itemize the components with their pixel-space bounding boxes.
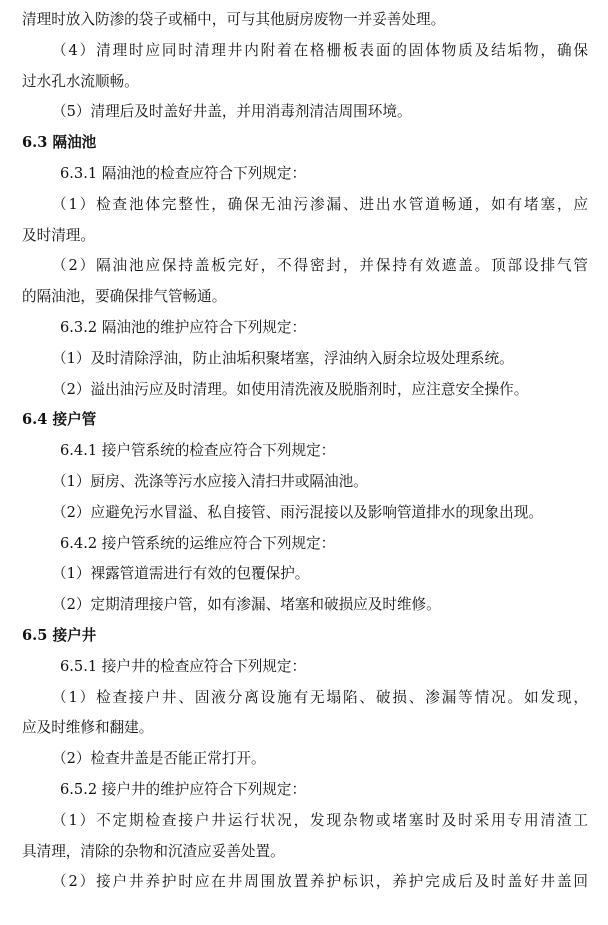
list-item-line: （4）清理时应同时清理井内附着在格栅板表面的固体物质及结垢物，确保	[52, 41, 588, 59]
continuation-line: 应及时维修和翻建。	[22, 719, 154, 737]
continuation-line: 过水孔水流顺畅。	[22, 72, 139, 90]
list-item-line: （2）隔油池应保持盖板完好，不得密封，并保持有效遮盖。顶部设排气管	[52, 257, 588, 275]
list-item-line: （2）检查井盖是否能正常打开。	[52, 750, 266, 768]
continuation-line: 具清理，清除的杂物和沉渣应妥善处置。	[22, 842, 285, 860]
list-item-line: （2）接户井养护时应在井周围放置养护标识，养护完成后及时盖好井盖回	[52, 873, 588, 891]
continuation-line: 及时清理。	[22, 226, 95, 244]
list-item-line: （1）厨房、洗涤等污水应接入清扫井或隔油池。	[52, 472, 368, 490]
list-item-line: （2）定期清理接户管，如有渗漏、堵塞和破损应及时维修。	[52, 596, 441, 614]
continuation-line: 的隔油池，要确保排气管畅通。	[22, 288, 227, 306]
list-item-line: （2）应避免污水冒溢、私自接管、雨污混接以及影响管道排水的现象出现。	[52, 503, 543, 521]
clause-line: 6.5.1 接户井的检查应符合下列规定：	[60, 657, 307, 675]
list-item-line: （1）不定期检查接户井运行状况，发现杂物或堵塞时及时采用专用清渣工	[52, 811, 588, 829]
list-item-line: （1）检查接户井、固液分离设施有无塌陷、破损、渗漏等情况。如发现，	[52, 688, 588, 706]
section-heading: 6.4 接户管	[22, 411, 97, 429]
continuation-line: 清理时放入防渗的袋子或桶中，可与其他厨房废物一并妥善处理。	[22, 11, 446, 28]
clause-line: 6.5.2 接户井的维护应符合下列规定：	[60, 780, 307, 798]
list-item-line: （1）裸露管道需进行有效的包覆保护。	[52, 565, 310, 583]
list-item-line: （5）清理后及时盖好井盖，并用消毒剂清洁周围环境。	[52, 103, 412, 121]
list-item-line: （1）及时清除浮油，防止油垢积聚堵塞，浮油纳入厨余垃圾处理系统。	[52, 349, 514, 367]
section-heading: 6.3 隔油池	[22, 134, 97, 152]
document-body	[22, 5, 588, 898]
list-item-line: （2）溢出油污应及时清理。如使用清洗液及脱脂剂时，应注意安全操作。	[52, 380, 529, 398]
clause-line: 6.3.1 隔油池的检查应符合下列规定：	[60, 164, 307, 182]
clause-line: 6.3.2 隔油池的维护应符合下列规定：	[60, 318, 307, 336]
section-heading: 6.5 接户井	[22, 626, 97, 644]
clause-line: 6.4.1 接户管系统的检查应符合下列规定：	[60, 442, 336, 460]
list-item-line: （1）检查池体完整性，确保无油污渗漏、进出水管道畅通，如有堵塞，应	[52, 195, 588, 213]
clause-line: 6.4.2 接户管系统的运维应符合下列规定：	[60, 534, 336, 552]
